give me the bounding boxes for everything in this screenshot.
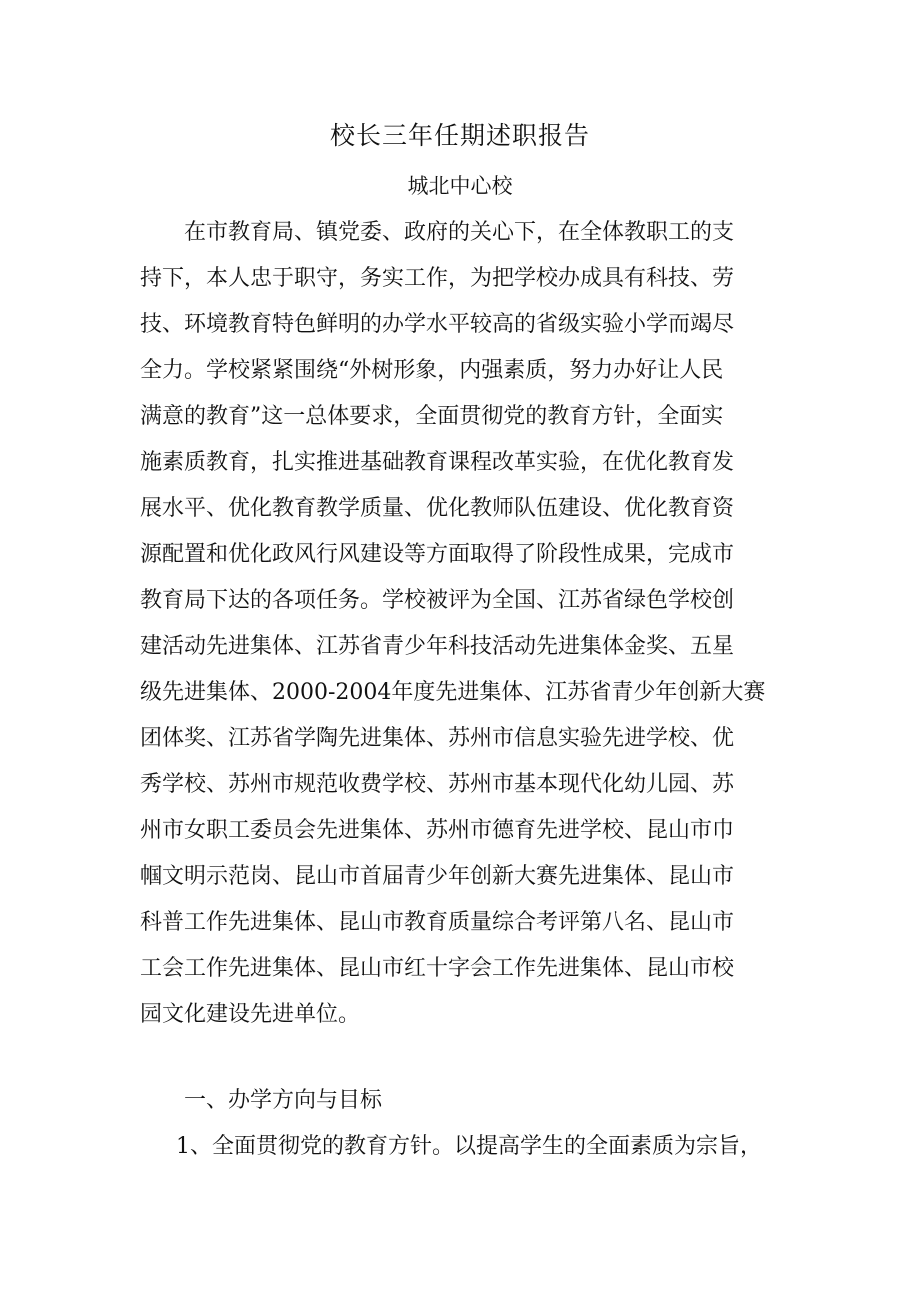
document-subtitle: 城北中心校 — [407, 174, 513, 198]
document-title: 校长三年任期述职报告 — [329, 121, 590, 150]
body-line-10: 建活动先进集体、江苏省青少年科技活动先进集体金奖、五星 — [140, 634, 735, 659]
body-line-8: 源配置和优化政风行风建设等方面取得了阶段性成果，完成市 — [140, 542, 735, 567]
body-line-15: 帼文明示范岗、昆山市首届青少年创新大赛先进集体、昆山市 — [140, 864, 735, 889]
body-line-3: 技、环境教育特色鲜明的办学水平较高的省级实验小学而竭尽 — [140, 312, 735, 337]
section-heading: 一、办学方向与目标 — [184, 1088, 383, 1113]
body-line-2: 持下，本人忠于职守，务实工作，为把学校办成具有科技、劳 — [140, 266, 735, 291]
body-line-6: 施素质教育，扎实推进基础教育课程改革实验，在优化教育发 — [140, 450, 735, 475]
body-line-5: 满意的教育”这一总体要求，全面贯彻党的教育方针，全面实 — [140, 404, 724, 429]
body-line-7: 展水平、优化教育教学质量、优化教师队伍建设、优化教育资 — [140, 496, 735, 521]
body-line-18: 园文化建设先进单位。 — [140, 1002, 361, 1027]
body-line-14: 州市女职工委员会先进集体、苏州市德育先进学校、昆山市巾 — [140, 818, 735, 843]
body-line-1: 在市教育局、镇党委、政府的关心下，在全体教职工的支 — [184, 220, 735, 245]
body-line-17: 工会工作先进集体、昆山市红十字会工作先进集体、昆山市校 — [140, 956, 735, 981]
body-line-13: 秀学校、苏州市规范收费学校、苏州市基本现代化幼儿园、苏 — [140, 772, 735, 797]
body-line-11: 级先进集体、2000-2004年度先进集体、江苏省青少年创新大赛 — [140, 680, 766, 705]
list-item: 1、全面贯彻党的教育方针。以提高学生的全面素质为宗旨， — [176, 1134, 762, 1159]
body-line-16: 科普工作先进集体、昆山市教育质量综合考评第八名、昆山市 — [140, 910, 735, 935]
body-line-9: 教育局下达的各项任务。学校被评为全国、江苏省绿色学校创 — [140, 588, 735, 613]
body-line-4: 全力。学校紧紧围绕“外树形象，内强素质，努力办好让人民 — [140, 358, 724, 383]
body-line-12: 团体奖、江苏省学陶先进集体、苏州市信息实验先进学校、优 — [140, 726, 735, 751]
